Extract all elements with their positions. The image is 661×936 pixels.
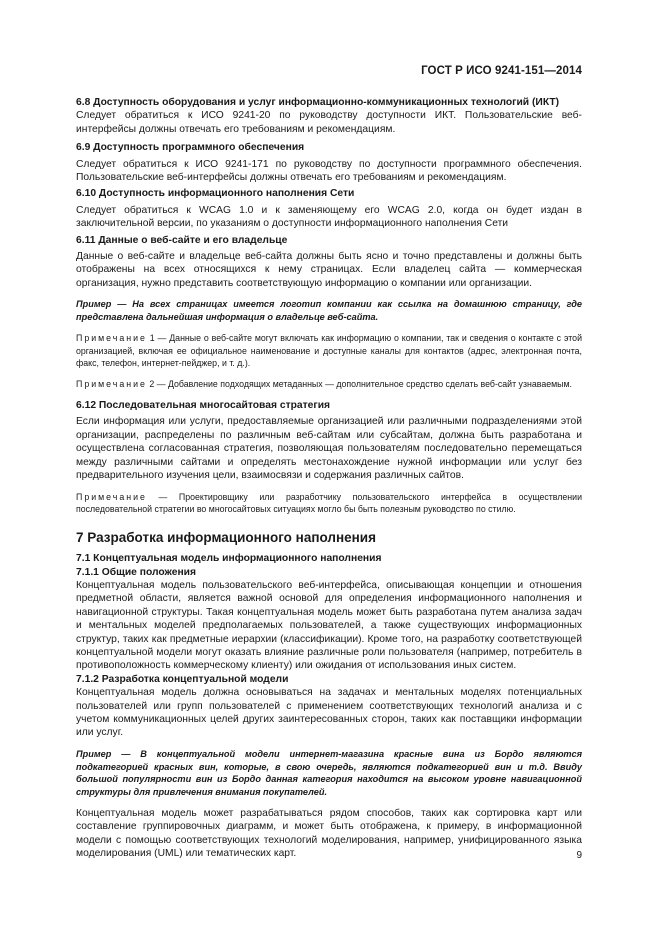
note <box>76 332 582 370</box>
page-number: 9 <box>576 850 582 861</box>
section-heading: 7.1 Концептуальная модель информационного наполнения <box>76 553 382 565</box>
paragraph: Концептуальная модель может разрабатываться рядом способов, таких как сортировка карт или составление группировочных диаграмм, и может быть отображена, к примеру, в информационной модели с помощью соответствующих технологий моделирования, например, унифицированного языка моделирования (UML) или тематических карт. <box>76 807 582 860</box>
note <box>76 491 582 517</box>
section-heading: 6.10 Доступность информационного наполнения Сети <box>76 188 355 200</box>
note-text: — Проектировщику или разработчику пользовательского интерфейса в осуществлении последовательной стратегии во многосайтовых ситуациях могло бы быть полезным руководство по стилю. <box>76 491 582 515</box>
example-text: Пример — На всех страницах имеется логотип компании как ссылка на домашнюю страницу, где представлена дальнейшая информация о владельце веб-сайта. <box>76 299 582 323</box>
section-heading: 6.9 Доступность программного обеспечения <box>76 142 305 154</box>
note-label: Примечание <box>76 332 147 343</box>
example-text: Пример — В концептуальной модели интернет-магазина красные вина из Бордо являются подкатегорией красных вин, которые, в свою очередь, являются подкатегорией вин и т.д. Ввиду большой популярности вин из Бордо данная категория находится на высоком уровне навигационной структуры для привлечения внимания покупателей. <box>76 748 582 798</box>
note-text: 2 — Добавление подходящих метаданных — дополнительное средство сделать веб-сайт узнаваемым. <box>149 379 572 390</box>
paragraph: Следует обратиться к ИСО 9241-171 по руководству по доступности программного обеспечения. Пользовательские веб-интерфейсы должны отвечать его требованиям и рекомендациям. <box>76 158 582 184</box>
section-heading: 6.8 Доступность оборудования и услуг информационно-коммуникационных технологий (ИКТ) <box>76 97 560 108</box>
paragraph: Концептуальная модель пользовательского веб-интерфейса, описывающая концепции и отношения предметной области, является важной основой для определения информационного наполнения и навигационной структуры. Такая концептуальная модель может быть разработана путем анализа задач и ментальных моделей предполагаемых пользователей, а также существующих информационных структур, таких как предметные иерархии (классификации). Кроме того, на разработку соответствующей концептуальной модели могут оказать влияние различные роли пользователя (например, потребитель в противоположность коммерческому клиенту) или ожидания от использования иных систем. <box>76 579 582 672</box>
section-heading: 6.12 Последовательная многосайтовая стратегия <box>76 400 331 412</box>
paragraph: Данные о веб-сайте и владельце веб-сайта должны быть ясно и точно представлены и должны быть отображены на всех относящихся к нему страницах. Если владелец сайта — коммерческая организация, нужно представить соответствующую информацию о компании или организации. <box>76 251 582 289</box>
note-text: 1 — Данные о веб-сайте могут включать как информацию о компании, так и сведения о контакте с этой организацией, включая ее официальное наименование и доступные каналы для контактов (адрес, электронная почта, факс, телефон, интернет-пейджер, и т. д.). <box>76 332 582 369</box>
paragraph: Если информация или услуги, предоставляемые организацией или различными подразделениями этой организации, распределены по различным веб-сайтам или субсайтам, должна быть разработана и осуществлена согласованная стратегия, позволяющая пользователям последовательно перемещаться между различными сайтами и определять местонахождение нужной информации или услуг без предварительного изучения цели, взаимосвязи и содержания различных сайтов. <box>76 416 582 482</box>
note-label: Примечание <box>76 491 147 502</box>
document-body <box>76 96 582 861</box>
standard-header: ГОСТ Р ИСО 9241-151—2014 <box>421 65 582 77</box>
chapter-heading: 7 Разработка информационного наполнения <box>76 530 376 546</box>
section-heading: 6.11 Данные о веб-сайте и его владельце <box>76 234 288 246</box>
note <box>76 378 582 391</box>
paragraph: Следует обратиться к ИСО 9241-20 по руководству доступности ИКТ. Пользовательские веб-интерфейсы должны отвечать его требованиям и рекомендациям. <box>76 110 582 135</box>
paragraph: Следует обратиться к WCAG 1.0 и к заменяющему его WCAG 2.0, когда он будет издан в заключительной версии, по указаниям о доступности информационного наполнения Сети <box>76 204 582 230</box>
paragraph: Концептуальная модель должна основываться на задачах и ментальных моделях потенциальных пользователей или групп пользователей с применением соответствующих технологий анализа и с учетом коммуникационных целей других заинтересованных сторон, таких как поставщики информации или услуг. <box>76 687 582 739</box>
subsection-heading: 7.1.2 Разработка концептуальной модели <box>76 673 289 685</box>
note-label: Примечание <box>76 379 147 390</box>
subsection-heading: 7.1.1 Общие положения <box>76 566 196 578</box>
